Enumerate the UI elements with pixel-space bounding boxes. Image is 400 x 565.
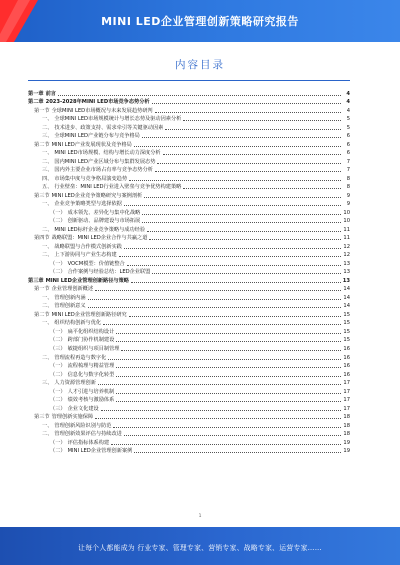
toc-entry-title: VOCM模型：价值链整合 <box>67 260 125 267</box>
toc-entry-number: 一、 <box>42 422 53 429</box>
toc-entry-title: MINI LED企业管理创新案例 <box>67 448 133 455</box>
toc-entry-number: （一） <box>50 388 66 395</box>
toc-entry-page: 4 <box>346 107 350 114</box>
toc-entry-number: （一） <box>50 209 66 216</box>
toc-entry-page: 19 <box>343 448 350 455</box>
toc-leader-dots <box>134 452 341 453</box>
toc-leader-dots <box>127 265 341 266</box>
toc-leader-dots <box>116 367 341 368</box>
toc-entry-title: 管理创新效果评估与持续改进 <box>54 431 122 438</box>
toc-leader-dots <box>116 376 341 377</box>
toc-leader-dots <box>124 248 341 249</box>
toc-entry-page: 15 <box>343 337 350 344</box>
toc-entry-title: 管理流程再造与数字化 <box>54 354 107 361</box>
toc-entry-number: 第三节 <box>34 192 50 199</box>
toc-entry-title: 绩效考核与激励体系 <box>67 397 115 404</box>
toc-entry-title: 组织结构创新与优化 <box>54 320 102 327</box>
toc-leader-dots <box>116 401 341 402</box>
toc-entry[interactable] <box>28 258 350 267</box>
toc-entry[interactable] <box>28 343 350 352</box>
toc-leader-dots <box>111 444 341 445</box>
toc-entry-title: MINI LED市场规模、结构与增长动力深度分析 <box>54 150 161 157</box>
toc-leader-dots <box>155 171 341 172</box>
toc-entry-page: 12 <box>343 243 350 250</box>
toc-entry-page: 13 <box>342 277 350 284</box>
toc-entry-page: 5 <box>346 124 350 131</box>
toc-entry[interactable] <box>28 241 350 250</box>
toc-entry[interactable] <box>28 403 350 412</box>
toc-entry-title: 国内MINI LED产业区域分布与集群发展态势 <box>54 158 156 165</box>
toc-entry-number: 第三节 <box>34 414 50 421</box>
toc-entry[interactable] <box>28 148 350 157</box>
toc-leader-dots <box>142 214 341 215</box>
toc-entry-title: 人才引进与培养机制 <box>67 388 115 395</box>
report-title: MINI LED企业管理创新策略研究报告 <box>101 15 299 28</box>
toc-entry[interactable] <box>28 437 350 446</box>
toc-entry-number: 二、 <box>42 124 53 131</box>
toc-entry[interactable] <box>28 139 350 148</box>
toc-entry-page: 4 <box>346 99 350 106</box>
toc-entry-page: 14 <box>343 286 350 293</box>
toc-entry-number: 二、 <box>42 303 53 310</box>
toc-entry[interactable] <box>28 207 350 216</box>
toc-entry[interactable] <box>28 309 350 318</box>
toc-entry[interactable] <box>28 199 350 208</box>
toc-leader-dots <box>152 273 341 274</box>
toc-entry-title: 企业竞争策略类型与选择依据 <box>54 201 122 208</box>
toc-entry-title: 管理创新实施保障 <box>51 414 94 421</box>
toc-divider <box>28 80 350 81</box>
toc-entry-number: 一、 <box>42 201 53 208</box>
toc-leader-dots <box>95 290 341 291</box>
toc-entry-number: （二） <box>50 269 66 276</box>
toc-entry[interactable] <box>28 275 350 284</box>
toc-entry-page: 8 <box>346 184 350 191</box>
toc-entry-title: 敏捷组织与项目制管理 <box>67 345 120 352</box>
toc-leader-dots <box>155 112 341 113</box>
toc-entry[interactable] <box>28 412 350 421</box>
toc-entry-title: 技术进步、政策支持、需求牵引等关键驱动因素 <box>54 124 164 131</box>
toc-leader-dots <box>152 103 341 104</box>
toc-entry-page: 17 <box>343 405 350 412</box>
toc-entry[interactable] <box>28 131 350 140</box>
toc-heading: 内容目录 <box>175 59 225 71</box>
toc-leader-dots <box>98 384 341 385</box>
toc-entry-title: 全球MINI LED市场概况与未来发展趋势研判 <box>51 107 153 114</box>
toc-entry[interactable] <box>28 378 350 387</box>
toc-entry[interactable] <box>28 335 350 344</box>
toc-entry-number: 第四节 <box>34 235 50 242</box>
toc-entry[interactable] <box>28 326 350 335</box>
toc-entry-page: 13 <box>343 269 350 276</box>
toc-entry-page: 9 <box>346 201 350 208</box>
toc-entry-number: （一） <box>50 260 66 267</box>
toc-entry-title: 企业文化建设 <box>67 405 99 412</box>
toc-entry-number: 二、 <box>42 226 53 233</box>
toc-leader-dots <box>116 393 341 394</box>
page-footer <box>0 527 400 565</box>
toc-entry[interactable] <box>28 190 350 199</box>
toc-entry-number: 二、 <box>42 158 53 165</box>
toc-entry-number: 一、 <box>42 320 53 327</box>
toc-entry[interactable] <box>28 352 350 361</box>
toc-entry-number: 二、 <box>42 431 53 438</box>
toc-entry-number: （二） <box>50 448 66 455</box>
toc-entry-title: 战略联盟：MINI LED企业合作与共赢之道 <box>51 235 148 242</box>
toc-entry[interactable] <box>28 122 350 131</box>
toc-entry-page: 15 <box>343 328 350 335</box>
toc-entry-page: 16 <box>343 354 350 361</box>
toc-entry-number: 四、 <box>42 175 53 182</box>
toc-entry-page: 14 <box>343 303 350 310</box>
toc-leader-dots <box>183 188 341 189</box>
toc-entry[interactable] <box>28 250 350 259</box>
toc-leader-dots <box>116 333 341 334</box>
page-header <box>0 0 400 42</box>
toc-entry-number: 三、 <box>42 380 53 387</box>
toc-entry-number: 三、 <box>42 133 53 140</box>
toc-entry-title: 全球MINI LED市场规模统计与增长态势及驱动因素分析 <box>54 116 182 123</box>
toc-entry-page: 17 <box>343 397 350 404</box>
toc-entry-title: 扁平化组织结构设计 <box>67 328 115 335</box>
table-of-contents <box>28 88 350 454</box>
toc-entry-number: 一、 <box>42 116 53 123</box>
toc-entry-number: （一） <box>50 439 66 446</box>
toc-entry-title: 全球MINI LED产业链分布与竞争格局 <box>54 133 140 140</box>
toc-leader-dots <box>119 256 341 257</box>
toc-entry-number: 第一节 <box>34 107 50 114</box>
toc-entry-number: （二） <box>50 218 66 225</box>
toc-leader-dots <box>95 418 341 419</box>
toc-entry-title: 人力资源管理创新 <box>54 380 96 387</box>
toc-entry-number: 二、 <box>42 354 53 361</box>
toc-leader-dots <box>129 180 341 181</box>
toc-leader-dots <box>149 239 341 240</box>
toc-entry-number: （二） <box>50 397 66 404</box>
toc-entry[interactable] <box>28 114 350 123</box>
toc-entry-title: 企业管理创新概述 <box>51 286 94 293</box>
toc-entry-title: MINI LED企业管理创新路径与策略 <box>45 277 129 284</box>
toc-leader-dots <box>129 316 341 317</box>
toc-entry-title: MINI LED标杆企业竞争策略与成功经验 <box>54 226 146 233</box>
toc-entry-page: 10 <box>343 218 350 225</box>
toc-entry-title: 2023-2028年MINI LED市场竞争态势分析 <box>45 99 150 106</box>
toc-entry-page: 15 <box>343 311 350 318</box>
toc-entry-number: 第三章 <box>28 277 44 284</box>
toc-entry[interactable] <box>28 420 350 429</box>
toc-entry-page: 16 <box>343 363 350 370</box>
toc-entry-page: 6 <box>346 150 350 157</box>
toc-entry-number: 第二节 <box>34 311 50 318</box>
toc-leader-dots <box>116 341 341 342</box>
toc-entry-page: 18 <box>343 414 350 421</box>
footer-slogan: 让每个人都能成为 行业专家、管理专家、营销专家、战略专家、运营专家…… <box>78 544 322 552</box>
toc-leader-dots <box>131 282 341 283</box>
toc-entry-title: 流程梳理与精益管理 <box>67 363 115 370</box>
toc-entry-page: 7 <box>346 167 350 174</box>
toc-entry[interactable] <box>28 224 350 233</box>
toc-entry[interactable] <box>28 216 350 225</box>
toc-leader-dots <box>142 137 341 138</box>
toc-leader-dots <box>142 222 341 223</box>
toc-entry-number: 五、 <box>42 184 53 191</box>
toc-entry-number: （三） <box>50 345 66 352</box>
toc-entry-page: 7 <box>346 158 350 165</box>
page-number: 1 <box>198 514 202 519</box>
toc-entry-page: 5 <box>346 116 350 123</box>
toc-entry[interactable] <box>28 165 350 174</box>
toc-entry-number: （二） <box>50 371 66 378</box>
toc-entry[interactable] <box>28 292 350 301</box>
toc-leader-dots <box>101 410 341 411</box>
toc-leader-dots <box>58 95 341 96</box>
toc-leader-dots <box>113 427 341 428</box>
toc-entry-title: 评估指标体系构建 <box>67 439 110 446</box>
toc-entry-number: （一） <box>50 328 66 335</box>
toc-entry-title: 行业壁垒：MINI LED行业进入壁垒与竞争优势构建策略 <box>54 184 182 191</box>
toc-entry-page: 4 <box>346 90 350 97</box>
toc-entry-title: 信息化与数字化转型 <box>67 371 115 378</box>
toc-entry-page: 6 <box>346 133 350 140</box>
toc-leader-dots <box>124 435 341 436</box>
toc-entry[interactable] <box>28 318 350 327</box>
toc-leader-dots <box>88 307 341 308</box>
toc-entry-number: 一、 <box>42 150 53 157</box>
toc-entry[interactable] <box>28 182 350 191</box>
toc-entry-title: 前言 <box>45 90 56 97</box>
toc-entry[interactable] <box>28 369 350 378</box>
toc-leader-dots <box>121 350 341 351</box>
toc-entry-page: 17 <box>343 388 350 395</box>
toc-entry[interactable] <box>28 446 350 455</box>
toc-entry-page: 17 <box>343 380 350 387</box>
toc-leader-dots <box>88 299 341 300</box>
toc-entry[interactable] <box>28 361 350 370</box>
toc-entry-title: MINI LED企业管理创新路径研究 <box>51 311 127 318</box>
toc-entry-number: 一、 <box>42 294 53 301</box>
toc-entry-title: 市场集中度与竞争格局演变趋势 <box>54 175 128 182</box>
toc-leader-dots <box>165 129 341 130</box>
toc-leader-dots <box>144 197 341 198</box>
toc-entry-title: 管理创新内涵 <box>54 294 86 301</box>
toc-entry-page: 13 <box>343 260 350 267</box>
toc-entry[interactable] <box>28 97 350 106</box>
toc-entry-title: 管理创新风险识别与防范 <box>54 422 112 429</box>
toc-entry-page: 11 <box>343 226 350 233</box>
toc-entry-number: 三、 <box>42 167 53 174</box>
toc-entry[interactable] <box>28 156 350 165</box>
toc-entry[interactable] <box>28 395 350 404</box>
toc-entry-page: 8 <box>346 175 350 182</box>
toc-entry-number: （三） <box>50 405 66 412</box>
toc-entry-number: 第二节 <box>34 141 50 148</box>
toc-entry-number: （一） <box>50 363 66 370</box>
toc-entry-title: 跨部门协作机制建设 <box>67 337 115 344</box>
toc-entry[interactable] <box>28 267 350 276</box>
toc-leader-dots <box>134 146 341 147</box>
toc-entry[interactable] <box>28 301 350 310</box>
toc-entry-page: 14 <box>343 294 350 301</box>
toc-entry-number: 二、 <box>42 252 53 259</box>
toc-entry-page: 6 <box>346 141 350 148</box>
toc-entry[interactable] <box>28 386 350 395</box>
toc-entry[interactable] <box>28 105 350 114</box>
toc-entry-page: 10 <box>343 209 350 216</box>
toc-entry-number: 第二章 <box>28 99 44 106</box>
toc-entry-title: 战略联盟与合作模式创新实践 <box>54 243 122 250</box>
toc-entry-page: 16 <box>343 371 350 378</box>
toc-entry-title: 管理创新意义 <box>54 303 86 310</box>
toc-entry-title: 国内外主要企业市场占有率与竞争态势分析 <box>54 167 153 174</box>
toc-entry-number: （二） <box>50 337 66 344</box>
toc-entry-page: 11 <box>343 235 350 242</box>
toc-entry-page: 18 <box>343 431 350 438</box>
toc-entry-title: 上下游协同与产业生态构建 <box>54 252 117 259</box>
toc-entry-page: 9 <box>346 192 350 199</box>
toc-leader-dots <box>147 231 341 232</box>
toc-entry-title: MINI LED企业竞争策略研究与案例剖析 <box>51 192 143 199</box>
toc-entry-page: 15 <box>343 320 350 327</box>
toc-entry-number: 一、 <box>42 243 53 250</box>
toc-entry-number: 第一节 <box>34 286 50 293</box>
toc-entry[interactable] <box>28 233 350 242</box>
toc-leader-dots <box>163 154 341 155</box>
toc-leader-dots <box>124 205 341 206</box>
toc-entry[interactable] <box>28 173 350 182</box>
toc-leader-dots <box>108 359 341 360</box>
toc-entry[interactable] <box>28 88 350 97</box>
toc-entry-page: 19 <box>343 439 350 446</box>
toc-leader-dots <box>183 120 341 121</box>
toc-leader-dots <box>157 163 341 164</box>
toc-entry-page: 16 <box>343 345 350 352</box>
toc-entry-title: 合作案例与经验总结：LED企业联盟 <box>67 269 151 276</box>
toc-leader-dots <box>103 324 341 325</box>
toc-entry-page: 12 <box>343 252 350 259</box>
toc-entry-title: 创新驱动、品牌建设与市场拓展 <box>67 218 141 225</box>
toc-entry[interactable] <box>28 429 350 438</box>
toc-entry-page: 18 <box>343 422 350 429</box>
toc-entry[interactable] <box>28 284 350 293</box>
toc-entry-title: MINI LED产业发展现状及竞争格局 <box>51 141 132 148</box>
toc-entry-title: 成本领先、差异化与集中化战略 <box>67 209 141 216</box>
toc-entry-number: 第一章 <box>28 90 44 97</box>
